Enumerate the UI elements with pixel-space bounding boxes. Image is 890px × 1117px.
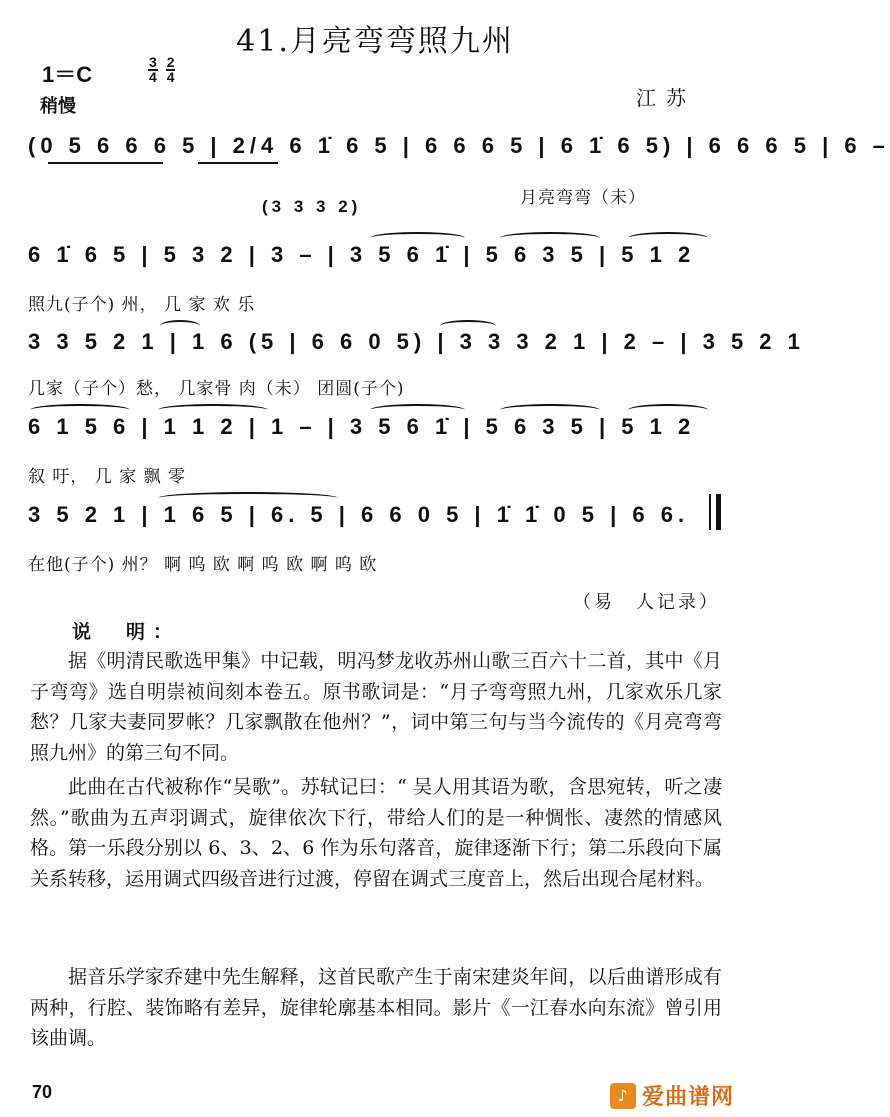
song-title: 41.月亮弯弯照九州 — [236, 24, 514, 59]
explanation-paragraph-3: 据音乐学家乔建中先生解释，这首民歌产生于南宋建炎年间，以后曲谱形成有两种，行腔、装饰略有差异，旋律轮廓基本相同。影片《一江春水向东流》曾引用该曲调。 — [30, 966, 722, 1049]
score-row-3-notes: 3 3 5 2 1 | 1 6 (5 | 6 6 0 5) | 3 3 3 2 1 | 2 – | 3 5 2 1 — [28, 329, 805, 354]
score-row-1-lyric: 月亮弯弯（未） — [520, 188, 646, 208]
site-watermark: ♪ 爱曲谱网 — [610, 1080, 734, 1111]
explanation-paragraph-2: 此曲在古代被称作“吴歌”。苏轼记曰：“ 吴人用其语为歌，含思宛转，听之凄然。”歌曲为五声羽调式，旋律依次下行，带给人们的是一种惆怅、凄然的情感风格。第一乐段分别以 6、3、2、6 作为乐句落音，旋律逐渐下行；第二乐段向下属关系转移，运用调式四级音进行过渡，停留在调式三度音上，然后出现合尾材料。 — [30, 776, 722, 890]
score-row-5-notes: 3 5 2 1 | 1 6 5 | 6. 5 | 6 6 0 5 | 1̇ 1̇ 0 5 | 6 6. — [28, 502, 690, 527]
tempo-marking: 稍慢 — [40, 96, 76, 117]
score-row-2-lyric: 照九(子个) 州， 几 家 欢 乐 — [28, 295, 256, 315]
page-number: 70 — [32, 1082, 53, 1102]
score-row-5-lyric: 在他(子个) 州？ 啊 呜 欧 啊 呜 欧 啊 呜 欧 — [28, 555, 378, 575]
score-row-1-notes: (0 5 6 6 6 5 | 2/4 6 1̇ 6 5 | 6 6 6 5 | 6 1̇ 6 5) | 6 6 6 5 | 6 – — [28, 133, 890, 158]
score-row-4-notes: 6 1 5 6 | 1 1 2 | 1 – | 3 5 6 1̇ | 5 6 3 5 | 5 1 2 — [28, 414, 696, 439]
song-origin: 江苏 — [636, 86, 696, 110]
score-row-4-lyric: 叙 吁， 几 家 飘 零 — [28, 467, 187, 487]
score-row-2-notes: 6 1̇ 6 5 | 5 3 2 | 3 – | 3 5 6 1̇ | 5 6 3 5 | 5 1 2 — [28, 242, 696, 267]
time-signatures: $\frac{3}{4}$ $\frac{2}{4}$ — [149, 54, 175, 85]
score-row-2-ornament: (3 3 3 2) — [262, 197, 362, 216]
music-note-icon: ♪ — [610, 1083, 636, 1109]
key-signature: 1＝C — [42, 62, 93, 87]
explanation-paragraph-1: 据《明清民歌选甲集》中记载，明冯梦龙收苏州山歌三百六十二首，其中《月子弯弯》选自明崇祯间刻本卷五。原书歌词是：“月子弯弯照九州，几家欢乐几家愁？几家夫妻同罗帐？几家飘散在他州？”，词中第三句与当今流传的《月亮弯弯照九州》的第三句不同。 — [30, 650, 722, 764]
transcription-credit: （易 人记录） — [573, 592, 720, 613]
explanation-heading: 说 明： — [72, 621, 181, 643]
score-row-3-lyric: 几家（子个）愁， 几家骨 肉（未） 团圆(子个) — [28, 379, 405, 399]
